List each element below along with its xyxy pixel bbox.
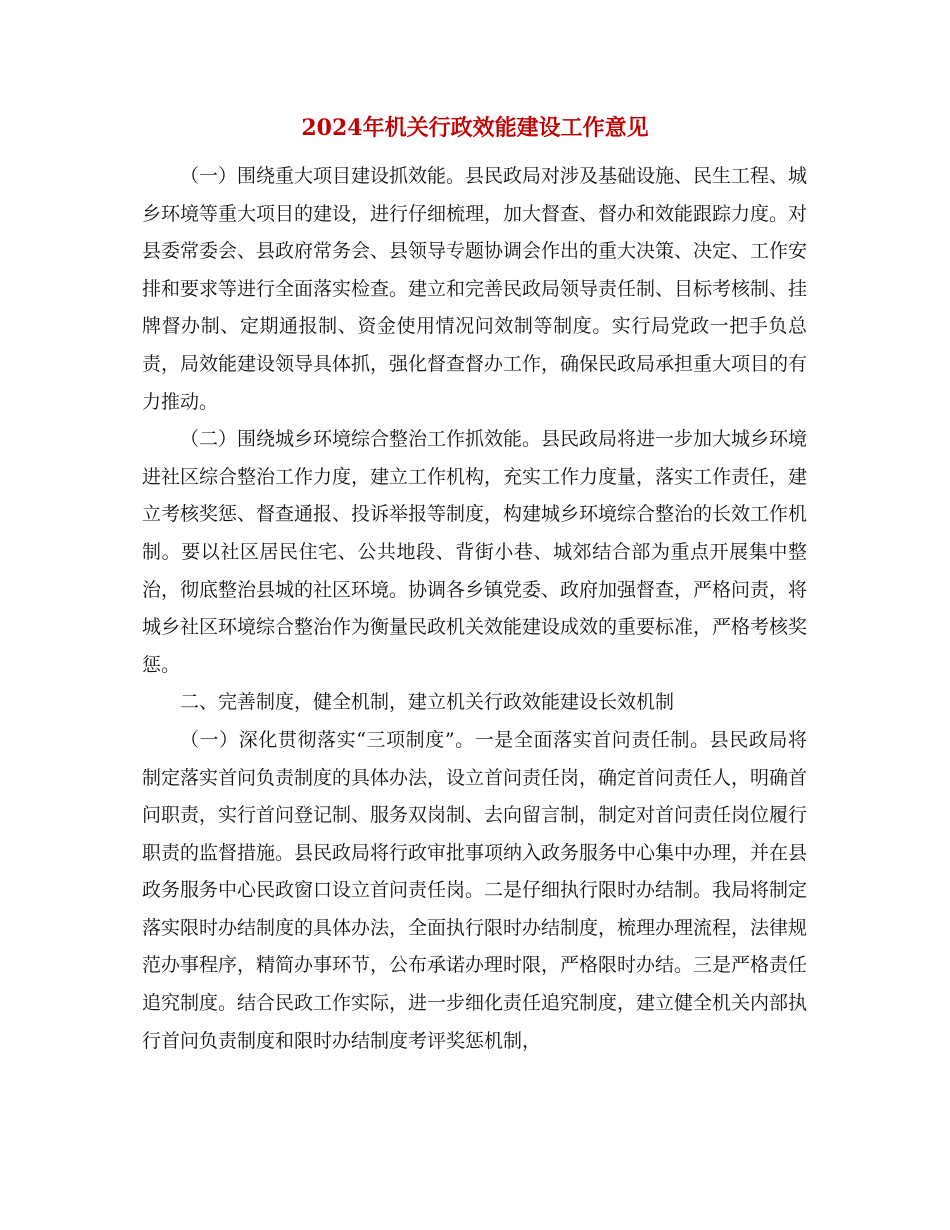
document-title: 2024年机关行政效能建设工作意见 [301,115,649,141]
section-heading-2: 二、完善制度，健全机制，建立机关行政效能建设长效机制 [180,691,675,714]
paragraph-3: （一）深化贯彻落实“三项制度”。一是全面落实首问责任制。县民政局将制定落实首问负责制度的具体办法，设立首问责任岗，确定首问责任人，明确首问职责，实行首问登记制、服务双岗制、去向留言制，制定对首问责任岗位履行职责的监督措施。县民政局将行政审批事项纳入政务服务中心集中办理，并在县政务服务中心民政窗口设立首问责任岗。二是仔细执行限时办结制。我局将制定落实限时办结制度的具体办法，全面执行限时办结制度，梳理办理流程，法律规范办事程序，精简办事环节，公布承诺办理时限，严格限时办结。三是严格责任追究制度。结合民政工作实际，进一步细化责任追究制度，建立健全机关内部执行首问负责制度和限时办结制度考评奖惩机制， [142,728,808,1052]
document-body [142,158,807,1060]
paragraph-1: （一）围绕重大项目建设抓效能。县民政局对涉及基础设施、民生工程、城乡环境等重大项目的建设，进行仔细梳理，加大督查、督办和效能跟踪力度。对县委常委会、县政府常务会、县领导专题协调会作出的重大决策、决定、工作安排和要求等进行全面落实检查。建立和完善民政局领导责任制、目标考核制、挂牌督办制、定期通报制、资金使用情况问效制等制度。实行局党政一把手负总责，局效能建设领导具体抓，强化督查督办工作，确保民政局承担重大项目的有力推动。 [142,165,808,413]
paragraph-2: （二）围绕城乡环境综合整治工作抓效能。县民政局将进一步加大城乡环境进社区综合整治工作力度，建立工作机构，充实工作力度量，落实工作责任，建立考核奖惩、督查通报、投诉举报等制度，构建城乡环境综合整治的长效工作机制。要以社区居民住宅、公共地段、背街小巷、城郊结合部为重点开展集中整治，彻底整治县城的社区环境。协调各乡镇党委、政府加强督查，严格问责，将城乡社区环境综合整治作为衡量民政机关效能建设成效的重要标准，严格考核奖惩。 [142,428,808,676]
